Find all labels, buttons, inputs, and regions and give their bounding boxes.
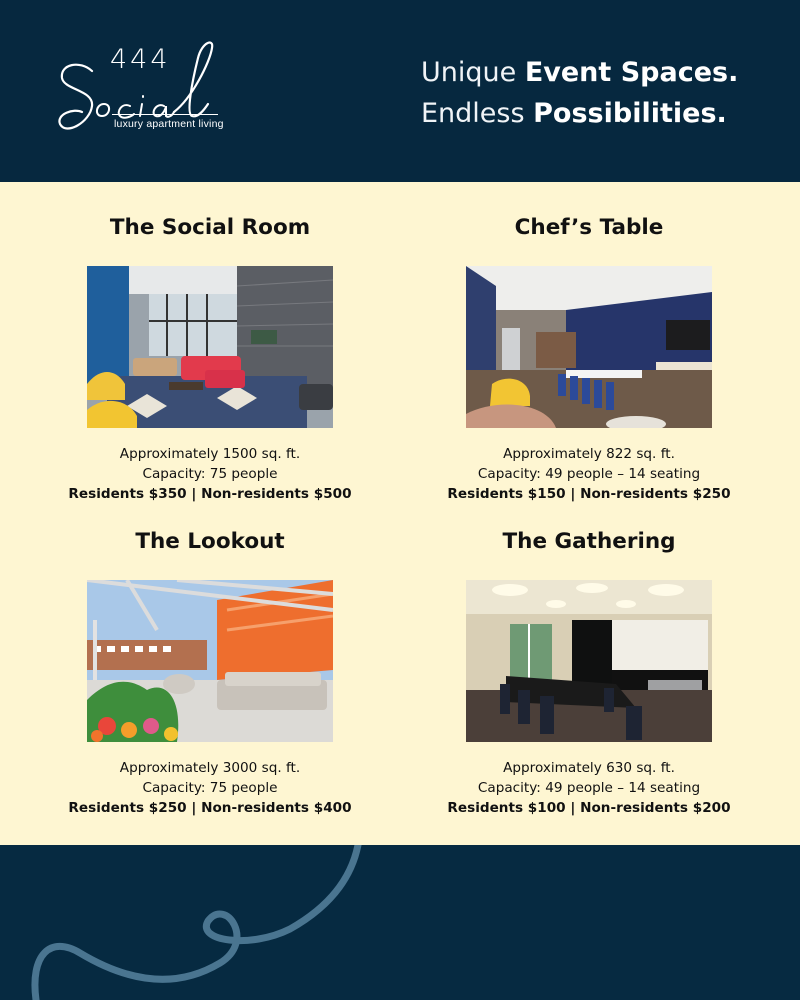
tagline-divider <box>112 114 218 115</box>
space-card-the-lookout <box>60 527 360 818</box>
space-pricing: Residents $250 | Non-residents $400 <box>68 800 352 816</box>
space-details <box>439 444 739 504</box>
space-card-chefs-table <box>439 213 739 504</box>
space-capacity: Capacity: 49 people – 14 seating <box>477 466 701 482</box>
space-details <box>60 444 360 504</box>
space-card-the-gathering <box>439 527 739 818</box>
space-title: The Gathering <box>502 529 676 554</box>
space-capacity: Capacity: 49 people – 14 seating <box>477 780 701 796</box>
social-room-photo <box>87 266 333 428</box>
space-title: The Social Room <box>109 215 311 240</box>
decorative-swirl <box>0 845 800 1000</box>
space-pricing: Residents $150 | Non-residents $250 <box>447 486 731 502</box>
chefs-table-photo <box>466 266 712 428</box>
the-gathering-photo <box>466 580 712 742</box>
headline-line-2-bold: Possibilities. <box>533 98 727 129</box>
brand-number: 444 <box>110 44 171 75</box>
the-lookout-photo <box>87 580 333 742</box>
headline-line-1 <box>421 52 738 93</box>
space-details <box>60 758 360 818</box>
headline-line-2-light: Endless <box>421 98 534 129</box>
brand-tagline: luxury apartment living <box>114 118 224 130</box>
brand-wordmark-script <box>52 38 232 148</box>
space-pricing: Residents $350 | Non-residents $500 <box>68 486 352 502</box>
space-capacity: Capacity: 75 people <box>142 780 278 796</box>
space-title: The Lookout <box>135 529 285 554</box>
space-size: Approximately 822 sq. ft. <box>503 446 675 462</box>
space-size: Approximately 1500 sq. ft. <box>119 446 301 462</box>
headline <box>421 52 738 134</box>
footer <box>0 845 800 1000</box>
brand-logo <box>52 38 232 148</box>
space-size: Approximately 630 sq. ft. <box>503 760 675 776</box>
space-details <box>439 758 739 818</box>
headline-line-2 <box>421 93 738 134</box>
space-card-social-room <box>60 213 360 504</box>
space-pricing: Residents $100 | Non-residents $200 <box>447 800 731 816</box>
event-spaces-panel <box>0 182 800 845</box>
headline-line-1-light: Unique <box>421 57 525 88</box>
space-size: Approximately 3000 sq. ft. <box>119 760 301 776</box>
space-title: Chef’s Table <box>514 215 664 240</box>
space-capacity: Capacity: 75 people <box>142 466 278 482</box>
headline-line-1-bold: Event Spaces. <box>524 57 739 88</box>
header <box>0 0 800 182</box>
